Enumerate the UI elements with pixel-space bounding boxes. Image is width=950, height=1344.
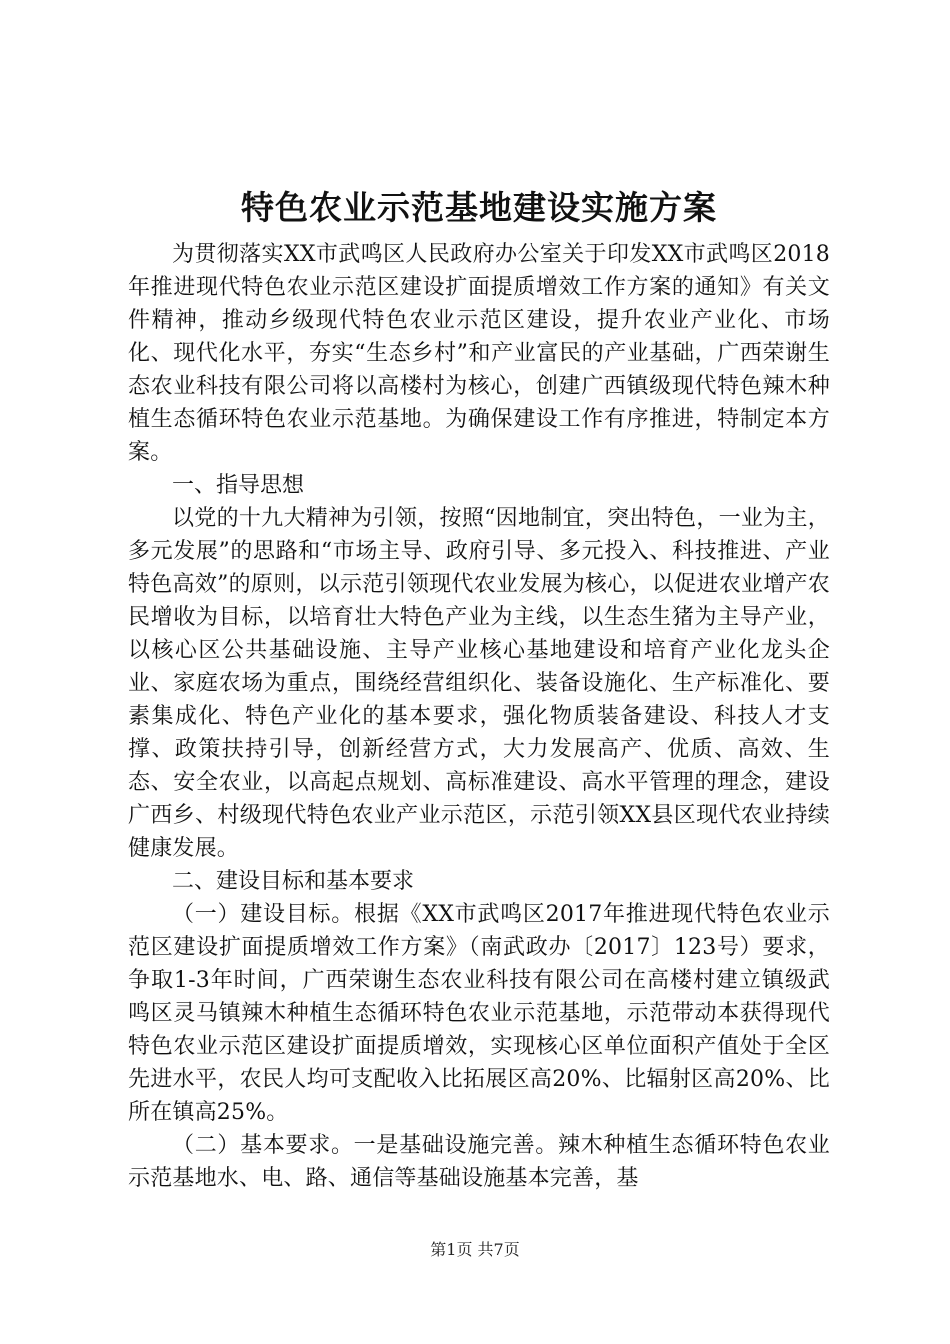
paragraph-guiding-ideology: 以党的十九大精神为引领，按照“因地制宜，突出特色，一业为主，多元发展”的思路和“市场主导、政府引导、多元投入、科技推进、产业特色高效”的原则，以示范引领现代农业发展为核心，以促进农业增产农民增收为目标，以培育壮大特色产业为主线，以生态生猪为主导产业，以核心区公共基础设施、主导产业核心基地建设和培育产业化龙头企业、家庭农场为重点，围绕经营组织化、装备设施化、生产标准化、要素集成化、特色产业化的基本要求，强化物质装备建设、科技人才支撑、政策扶持引导，创新经营方式，大力发展高产、优质、高效、生态、安全农业，以高起点规划、高标准建设、高水平管理的理念，建设广西乡、村级现代特色农业产业示范区，示范引领XX县区现代农业持续健康发展。 xyxy=(128,506,830,861)
paragraph-intro: 为贯彻落实XX市武鸣区人民政府办公室关于印发XX市武鸣区2018年推进现代特色农业示范区建设扩面提质增效工作方案的通知》有关文件精神，推动乡级现代特色农业示范区建设，提升农业产业化、市场化、现代化水平，夯实“生态乡村”和产业富民的产业基础，广西荣谢生态农业科技有限公司将以高楼村为核心，创建广西镇级现代特色辣木种植生态循环特色农业示范基地。为确保建设工作有序推进，特制定本方案。 xyxy=(128,242,830,465)
paragraph-basic-requirements: （二）基本要求。一是基础设施完善。辣木种植生态循环特色农业示范基地水、电、路、通信等基础设施基本完善，基 xyxy=(128,1133,830,1191)
document-body xyxy=(128,238,830,1195)
section-heading-guiding-ideology: 一、指导思想 xyxy=(172,473,305,498)
section-heading-goals: 二、建设目标和基本要求 xyxy=(172,869,415,894)
page-title: 特色农业示范基地建设实施方案 xyxy=(241,188,717,227)
page-number-footer: 第1页 共7页 xyxy=(430,1240,520,1259)
paragraph-construction-goals: （一）建设目标。根据《XX市武鸣区2017年推进现代特色农业示范区建设扩面提质增效工作方案》（南武政办〔2017〕123号）要求，争取1-3年时间，广西荣谢生态农业科技有限公司在高楼村建立镇级武鸣区灵马镇辣木种植生态循环特色农业示范基地，示范带动本获得现代特色农业示范区建设扩面提质增效，实现核心区单位面积产值处于全区先进水平，农民人均可支配收入比拓展区高20%、比辐射区高20%、比所在镇高25%。 xyxy=(128,902,830,1125)
